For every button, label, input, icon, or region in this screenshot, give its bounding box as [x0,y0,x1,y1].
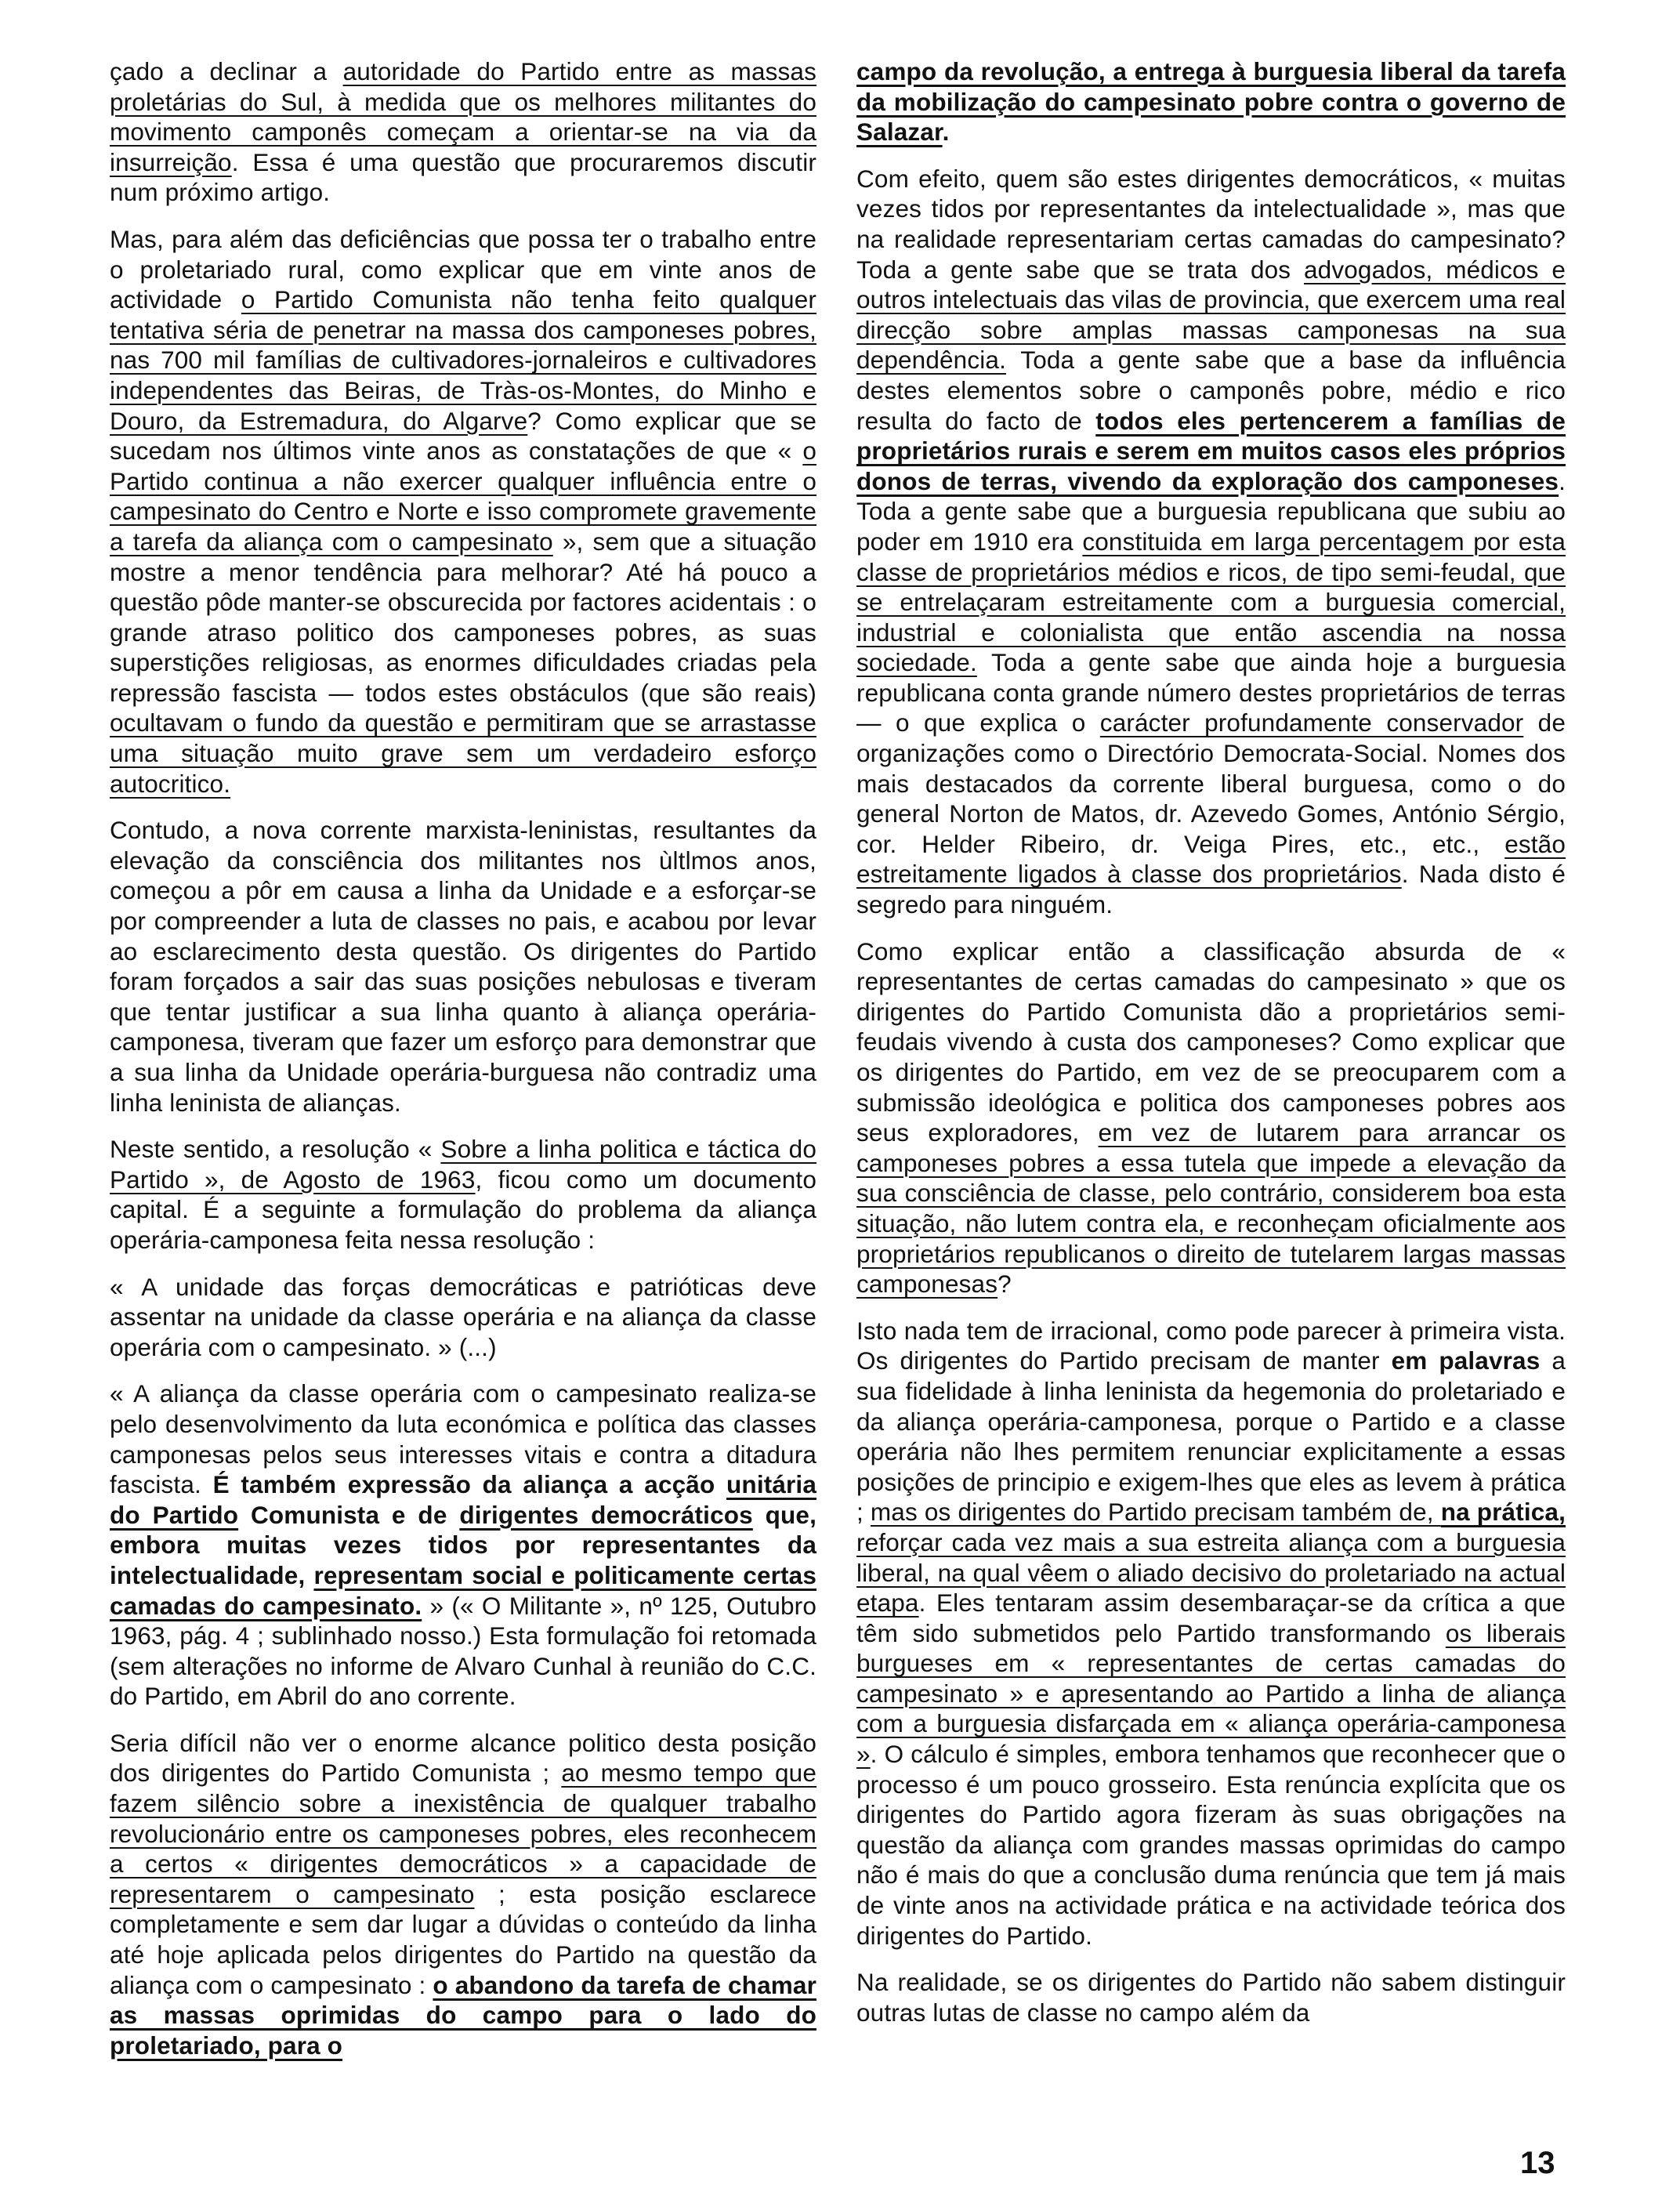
text-run: mas os dirigentes do Partido precisam também de, [870,1498,1441,1527]
text-run: que, embora muitas vezes tidos por representantes da intelectualidade, [110,1500,817,1589]
right-column [856,56,1566,2044]
text-run: Contudo, a nova corrente marxista-leninistas, resultantes da elevação da consciência dos militantes nos ùltlmos anos, começou a pôr em causa a linha da Unidade e a esforçar-se por compreender a luta de classes no pais, e acabou por levar ao esclarecimento desta questão. Os dirigentes do Partido foram forçados a sair das suas posições nebulosas e tiveram que tentar justificar a sua linha quanto à aliança operária-camponesa, tiveram que fazer um esforço para demonstrar que a sua linha da Unidade operária-burguesa não contradiz uma linha leninista de alianças. [110,816,816,1117]
text-run: . Toda a gente sabe que a burguesia republicana que subiu ao poder em 1910 era [856,466,1566,556]
paragraph [110,1728,816,2061]
text-run: . Eles tentaram assim desembaraçar-se da crítica a que têm sido submetidos pelo Partido transformando [856,1589,1566,1647]
text-run: o Partido continua a não exercer qualquer influência entre o campesinato do Centro e Norte e isso compromete gravemente a tarefa da aliança com o campesinato [110,437,816,556]
page-number: 13 [1520,2146,1555,2180]
text-run: reforçar cada vez mais a sua estreita aliança com a burguesia liberal, na qual vêem o aliado decisivo do proletariado na actual etapa [856,1527,1566,1618]
paragraph [110,1272,816,1363]
text-run: « A aliança da classe operária com o campesinato realiza-se pelo desenvolvimento da luta económica e política das classes camponesas pelos seus interesses vitais e contra a ditadura fascista. [110,1379,816,1499]
text-run: carácter profundamente conservador [1099,708,1524,737]
text-run: os liberais burgueses em « representantes de certas camadas do campesinato » e apresentando ao Partido a linha de aliança com a burguesia disfarçada em « aliança operária-camponesa » [856,1618,1566,1769]
text-run: Seria difícil não ver o enorme alcance politico desta posição dos dirigentes do Partido Comunista ; [110,1728,816,1788]
text-run: a sua fidelidade à linha leninista da hegemonia do proletariado e da aliança operária-camponesa, porque o Partido e a classe operária não lhes permitem renunciar explicitamente a essas posições de principio e exigem-lhes que eles as levem à prática ; [856,1346,1566,1527]
text-run: o abandono da tarefa de chamar as massas oprimidas do campo para o lado do proletariado, para o [110,1970,816,2060]
text-run: . O cálculo é simples, embora tenhamos que reconhecer que o processo é um pouco grosseiro. Esta renúncia explícita que os dirigentes do Partido agora fizeram às suas obrigações na questão da aliança com grandes massas oprimidas do campo não é mais do que a conclusão duma renúncia que tem já mais de vinte anos na actividade prática e na actividade teórica dos dirigentes do Partido. [856,1740,1566,1950]
text-run: em vez de lutarem para arrancar os camponeses pobres a essa tutela que impede a elevação da sua consciência de classe, pelo contrário, considerem boa esta situação, não lutem contra ela, e reconheçam oficialmente aos proprietários republicanos o direito de tutelarem largas massas camponesas [856,1118,1566,1299]
text-run: Como explicar então a classificação absurda de « representantes de certas camadas do campesinato » que os dirigentes do Partido Comunista dão a proprietários semi-feudais vivendo à custa dos camponeses? Como explicar que os dirigentes do Partido, em vez de se preocuparem com a submissão ideológica e politica dos camponeses pobres aos seus exploradores, [856,937,1566,1147]
text-run: Mas, para além das deficiências que possa ter o trabalho entre o proletariado rural, como explicar que em vinte anos de actividade [110,224,816,314]
paragraph [856,937,1566,1299]
text-run: de organizações como o Directório Democrata-Social. Nomes dos mais destacados da corrente liberal burguesa, como o do general Norton de Matos, dr. Azevedo Gomes, António Sérgio, cor. Helder Ribeiro, dr. Veiga Pires, etc., etc., [856,708,1566,858]
text-run: « A unidade das forças democráticas e patrióticas deve assentar na unidade da classe operária e na aliança da classe operária com o campesinato. » (...) [110,1272,816,1361]
text-run: . Essa é uma questão que procuraremos discutir num próximo artigo. [110,147,816,207]
paragraph [110,1134,816,1255]
text-run: na prática, [1440,1498,1566,1527]
paragraph [110,815,816,1118]
text-run: todos eles pertencerem a famílias de proprietários rurais e serem em muitos casos eles próprios donos de terras, vivendo da exploração dos camponeses [856,406,1566,495]
text-run: Com efeito, quem são estes dirigentes democráticos, « muitas vezes tidos por representantes da intelectualidade », mas que na realidade representariam certas camadas do campesinato? Toda a gente sabe que se trata dos [856,164,1566,284]
text-run: Toda a gente sabe que a base da influência destes elementos sobre o camponês pobre, médio e rico resulta do facto de [856,346,1566,435]
text-run: ocultavam o fundo da questão e permitiram que se arrastasse uma situação muito grave sem um verdadeiro esforço autocritico. [110,708,816,798]
paragraph [110,56,816,208]
text-run: , ficou como um documento capital. É a seguinte a formulação do problema da aliança operária-camponesa feita nessa resolução : [110,1165,816,1254]
text-run: ? Como explicar que se sucedam nos últimos vinte anos as constatações de que « [110,406,816,466]
text-run: É também expressão da aliança a acção [212,1470,727,1499]
text-run: », sem que a situação mostre a menor tendência para melhorar? Até há pouco a questão pôde manter-se obscurecida por factores acidentais : o grande atraso politico dos camponeses pobres, as suas superstições religiosas, as enormes dificuldades criadas pela repressão fascista — todos estes obstáculos (que são reais) [110,527,816,707]
paragraph [856,1967,1566,2027]
text-run: Sobre a linha politica e táctica do Partido », de Agosto de 1963 [110,1135,817,1194]
text-run: campo da revolução, a entrega à burguesia liberal da tarefa da mobilização do campesinato pobre contra o governo de Salazar [856,57,1566,147]
paragraph [856,164,1566,920]
text-run: . [942,118,950,147]
text-run: . Nada disto é segredo para ninguém. [856,860,1566,919]
text-run: advogados, médicos e outros intelectuais das vilas de provincia, que exercem uma real direcção sobre amplas massas camponesas na sua dependência. [856,255,1566,375]
text-run: o Partido Comunista não tenha feito qualquer tentativa séria de penetrar na massa dos camponeses pobres, nas 700 mil famílias de cultivadores-jornaleiros e cultivadores independentes das Beiras, de Tràs-os-Montes, do Minho e Douro, da Estremadura, do Algarve [110,285,816,435]
paragraph [856,1316,1566,1951]
text-run: Neste sentido, a resolução « [110,1135,441,1164]
text-run: Toda a gente sabe que ainda hoje a burguesia republicana conta grande número destes proprietários de terras — o que explica o [856,648,1566,737]
text-run: autoridade do Partido entre as massas proletárias do Sul, à medida que os melhores militantes do movimento camponês começam a orientar-se na via da insurreição [110,57,816,176]
text-run: çado a declinar a [110,57,343,85]
text-run: em palavras [1391,1346,1541,1375]
text-run: unitária do Partido [110,1470,817,1529]
text-run: Comunista e de [238,1500,460,1529]
left-column [110,56,816,2077]
paragraph [110,224,816,799]
text-run: representam social e politicamente certas camadas do campesinato. [110,1560,816,1620]
text-run: Na realidade, se os dirigentes do Partido não sabem distinguir outras lutas de classe no campo além da [856,1968,1566,2027]
text-run: estão estreitamente ligados à classe dos proprietários [856,829,1566,889]
text-run: Isto nada tem de irracional, como pode parecer à primeira vista. Os dirigentes do Partido precisam de manter [856,1316,1566,1375]
text-run: ao mesmo tempo que fazem silêncio sobre a inexistência de qualquer trabalho revolucionário entre os camponeses pobres, eles reconhecem a certos « dirigentes democráticos » a capacidade de representarem o campesinato [110,1759,816,1908]
text-run: dirigentes democráticos [459,1500,753,1529]
paragraph [856,56,1566,147]
text-run: ; esta posição esclarece completamente e sem dar lugar a dúvidas o conteúdo da linha até hoje aplicada pelos dirigentes do Partido na questão da aliança com o campesinato : [110,1879,816,1999]
paragraph [110,1379,816,1712]
text-run: » (« O Militante », nº 125, Outubro 1963, pág. 4 ; sublinhado nosso.) Esta formulação foi retomada (sem alterações no informe de Alvaro Cunhal à reunião do C.C. do Partido, em Abril do ano corrente. [110,1591,816,1711]
text-run: constituida em larga percentagem por esta classe de proprietários médios e ricos, de tipo semi-feudal, que se entrelaçaram estreitamente com a burguesia comercial, industrial e colonialista que então ascendia na nossa sociedade. [856,527,1566,677]
text-run: ? [998,1270,1012,1299]
